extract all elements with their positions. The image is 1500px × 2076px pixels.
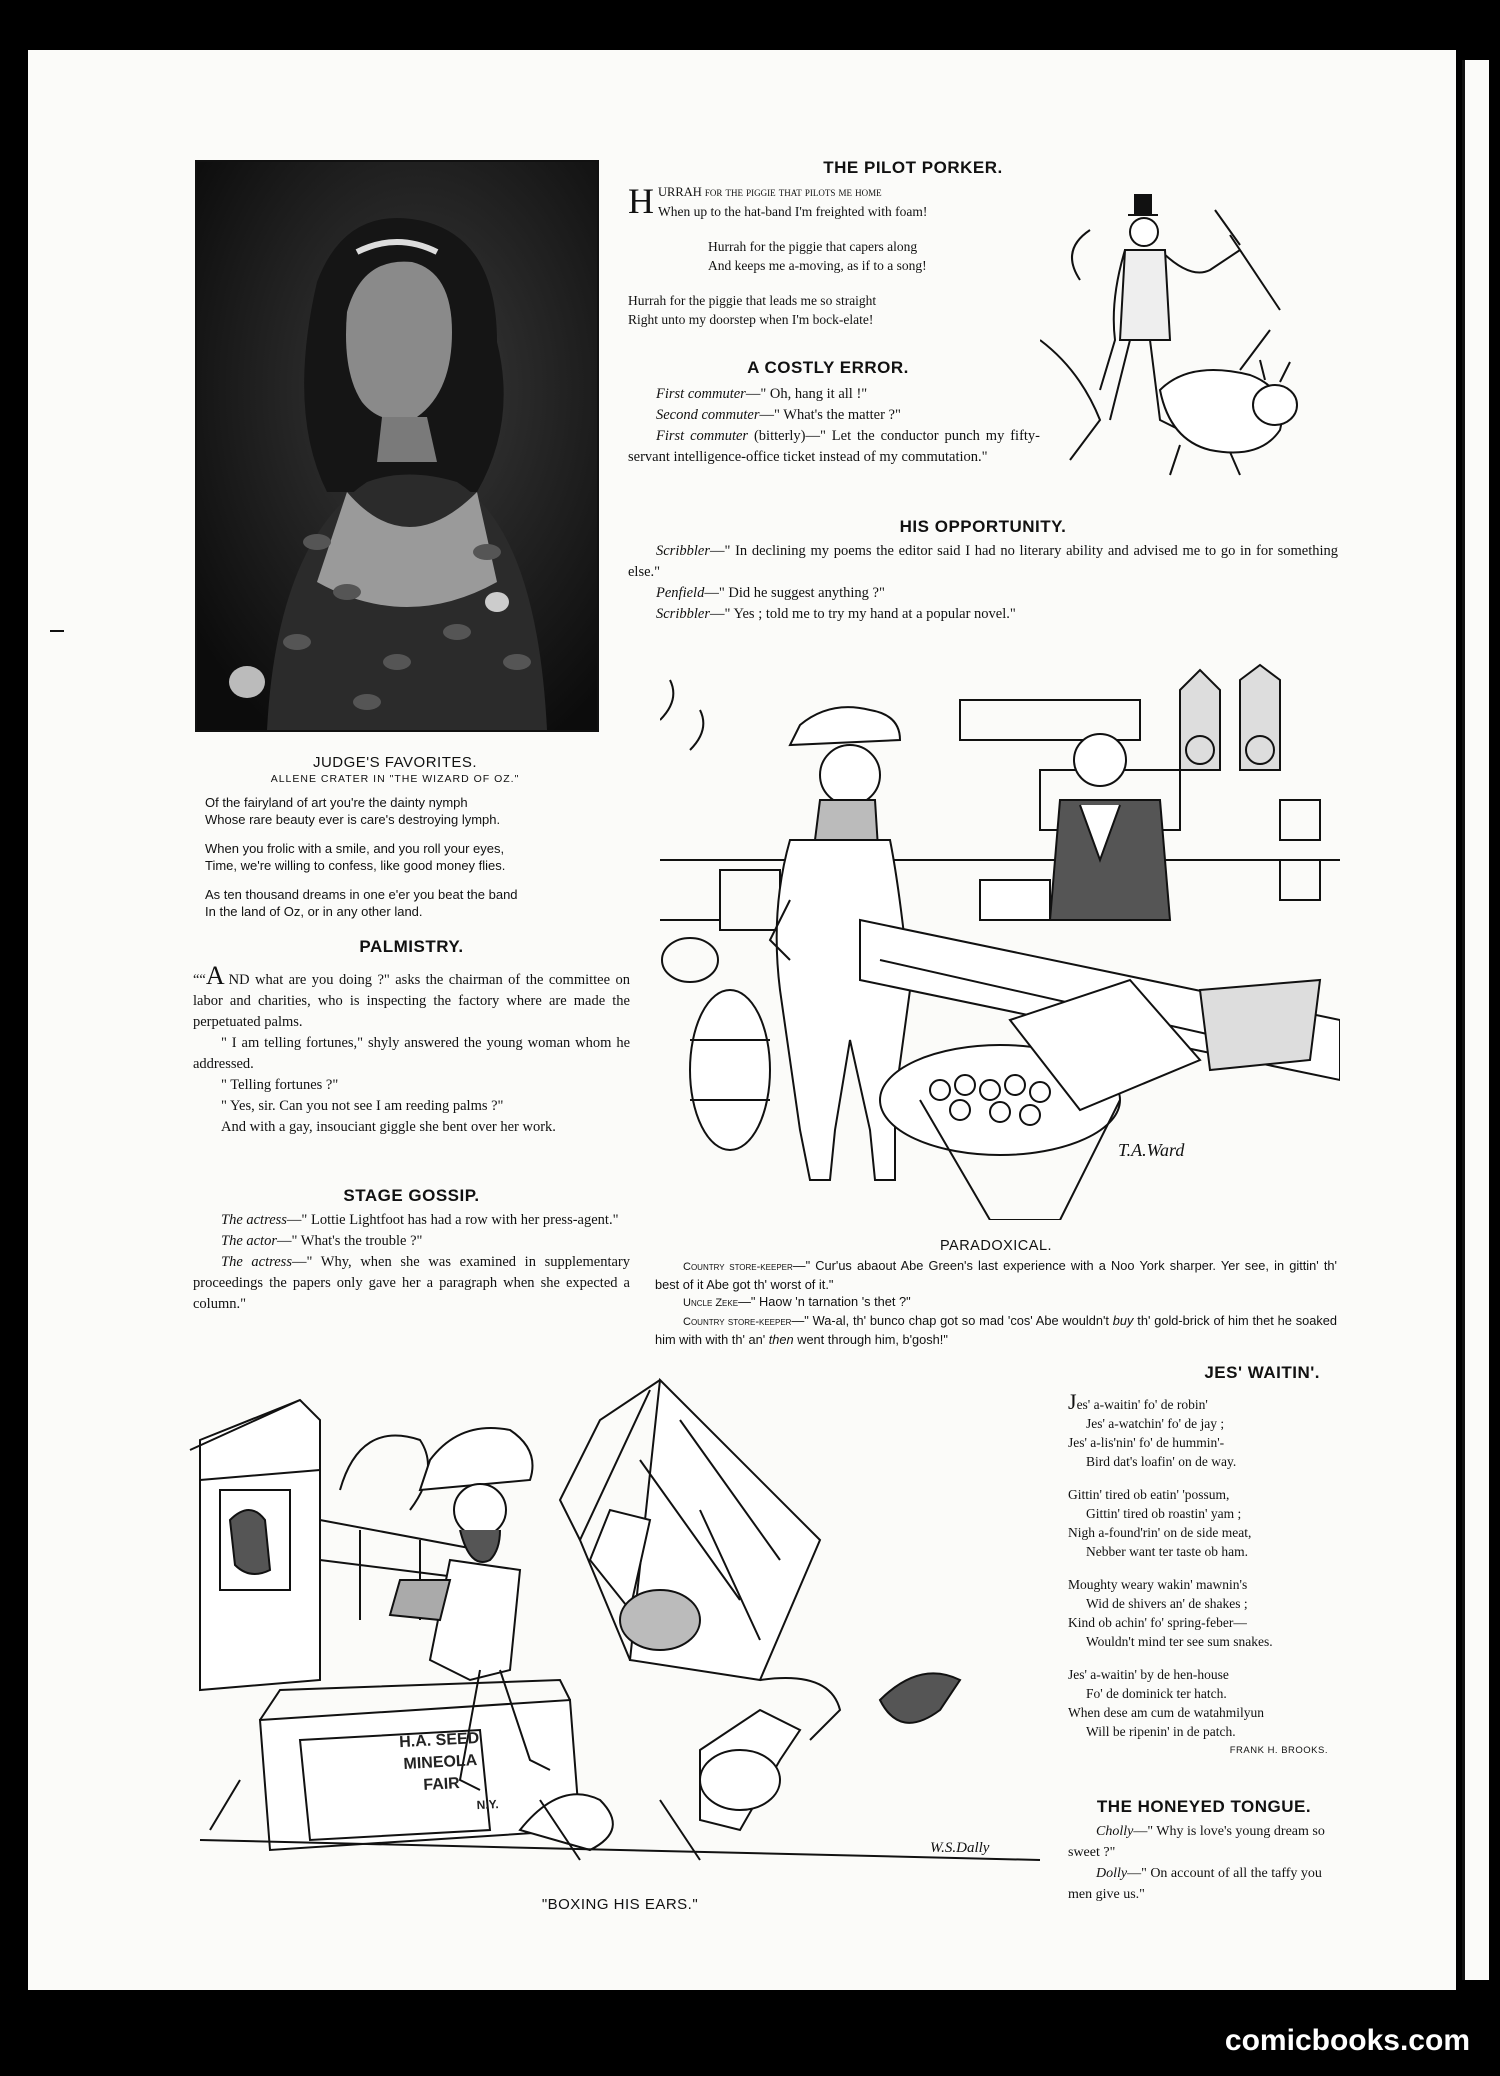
gossip-line: The actress—" Lottie Lightfoot has had a row with her press-agent."	[221, 1212, 619, 1228]
palmistry-paragraph: " Yes, sir. Can you not see I am reeding palms ?"	[221, 1098, 504, 1114]
opportunity-line: Penfield—" Did he suggest anything ?"	[656, 585, 885, 601]
poem-line: When you frolic with a smile, and you roll your eyes,	[205, 841, 505, 856]
costly-error-title: A COSTLY ERROR.	[747, 358, 909, 377]
poem-line: Kind ob achin' fo' spring-feber—	[1068, 1615, 1247, 1630]
boxing-caption: "BOXING HIS EARS."	[541, 1896, 699, 1913]
gossip-line: The actor—" What's the trouble ?"	[221, 1233, 423, 1249]
paradox-line: Country store-keeper—" Cur'us abaout Abe Green's last experience with a Noo York sharper. Yer see, in gittin' th' best of it Abe got th' worst of it."	[655, 1258, 1337, 1292]
poem-author: FRANK H. BROOKS.	[1229, 1745, 1328, 1756]
palmistry-paragraph: ND what are you doing ?" asks the chairman of the committee on labor and charities, who is inspecting the factory where are made the perpetuated palms.	[193, 972, 630, 1030]
crate-label-line: H.A. SEED	[398, 1729, 480, 1752]
poem-line: And keeps me a-moving, as if to a song!	[708, 258, 927, 273]
paradox-line: Uncle Zeke—" Haow 'n tarnation 's thet ?"	[683, 1294, 911, 1309]
palmistry-paragraph: " Telling fortunes ?"	[221, 1077, 339, 1093]
pilot-porker-title: THE PILOT PORKER.	[823, 158, 1003, 177]
honeyed-line: Dolly—" On account of all the taffy you men give us."	[1068, 1866, 1322, 1902]
judges-poem	[205, 794, 605, 920]
boxing-his-ears-cartoon	[180, 1360, 1060, 1870]
palmistry-paragraph: And with a gay, insouciant giggle she bent over her work.	[221, 1119, 556, 1135]
jes-waitin-title: JES' WAITIN'.	[1204, 1363, 1320, 1382]
portrait-illustration	[197, 162, 597, 730]
palmistry-text	[193, 961, 630, 1138]
crate-label-line: MINEOLA	[403, 1752, 478, 1773]
palmistry-paragraph: " I am telling fortunes," shyly answered the young woman whom he addressed.	[193, 1035, 630, 1072]
poem-line: Fo' de dominick ter hatch.	[1086, 1686, 1227, 1701]
stage-gossip-title: STAGE GOSSIP.	[343, 1186, 480, 1205]
portrait-caption-title: JUDGE'S FAVORITES.	[312, 754, 478, 771]
poem-line: Whose rare beauty ever is care's destroying lymph.	[205, 812, 501, 827]
poem-line: When dese am cum de watahmilyun	[1068, 1705, 1265, 1720]
jes-waitin-poem: Jes' a-waitin' fo' de robin' Jes' a-watchin' fo' de jay ; Jes' a-lis'nin' fo' de hummin'- Bird dat's loafin' on de way. Gittin' tired ob eatin' 'possum, Gittin' tired ob roastin' yam ; Nigh a-found'rin' on de side meat, Nebber want ter taste ob ham. Moughty weary wakin' mawnin's Wid de shivers an' de shakes ; Kind ob achin' fo' spring-feber— Wouldn't mind ter see sum snakes. Jes' a-waitin' by de hen-house Fo' de dominick ter hatch. When dese am cum de watahmilyun Will be ripenin' in de patch. FRANK H. BROOKS.	[1068, 1392, 1348, 1760]
poem-line: Nebber want ter taste ob ham.	[1086, 1544, 1248, 1559]
costly-line: First commuter—" Oh, hang it all !"	[656, 386, 868, 402]
site-watermark: comicbooks.com	[1224, 2024, 1470, 2057]
opportunity-title: HIS OPPORTUNITY.	[899, 517, 1067, 536]
poem-line: Gittin' tired ob eatin' 'possum,	[1068, 1487, 1230, 1502]
opportunity-line: Scribbler—" In declining my poems the editor said I had no literary ability and advised me to go in for something else."	[628, 543, 1338, 580]
drop-cap: J	[1068, 1389, 1077, 1414]
poem-line: In the land of Oz, or in any other land.	[205, 904, 423, 919]
honeyed-tongue-title: THE HONEYED TONGUE.	[1096, 1797, 1312, 1816]
poem-line: Jes' a-waitin' by de hen-house	[1068, 1667, 1229, 1682]
costly-line: First commuter (bitterly)—" Let the conductor punch my fifty-servant intelligence-office ticket instead of my commutation."	[628, 428, 1040, 465]
margin-mark	[50, 630, 64, 632]
costly-line: Second commuter—" What's the matter ?"	[656, 407, 901, 423]
palmistry-title: PALMISTRY.	[359, 937, 464, 956]
poem-line: Will be ripenin' in de patch.	[1086, 1724, 1236, 1739]
open-quote: ““	[193, 972, 206, 988]
poem-line: Jes' a-lis'nin' fo' de hummin'-	[1068, 1435, 1225, 1450]
poem-line: Hurrah for the piggie that leads me so straight	[628, 293, 877, 308]
poem-line: Wouldn't mind ter see sum snakes.	[1086, 1634, 1273, 1649]
poem-line: As ten thousand dreams in one e'er you beat the band	[205, 887, 518, 902]
poem-line: When up to the hat-band I'm freighted with foam!	[658, 204, 928, 219]
drop-cap: A	[205, 961, 225, 990]
pilot-porker-cartoon	[1040, 190, 1320, 480]
portrait-photo	[195, 160, 599, 732]
poem-line: Gittin' tired ob roastin' yam ;	[1086, 1506, 1242, 1521]
crate-label-line: FAIR	[422, 1775, 461, 1794]
crate-label-line: N.Y.	[476, 1797, 500, 1813]
poem-line: Moughty weary wakin' mawnin's	[1068, 1577, 1248, 1592]
portrait-caption-subtitle: ALLENE CRATER IN "THE WIZARD OF OZ."	[270, 773, 520, 785]
gossip-line: The actress—" Why, when she was examined in supplementary proceedings the papers only gave her a paragraph when she expected a column."	[193, 1254, 630, 1312]
pilot-porker-poem: HURRAH for the piggie that pilots me home When up to the hat-band I'm freighted with foam! Hurrah for the piggie that capers along And keeps me a-moving, as if to a song! Hurrah for the piggie that leads me so straight Right unto my doorstep when I'm bock-elate!	[628, 182, 1058, 329]
adjacent-page-edge	[1462, 60, 1489, 1980]
honeyed-line: Cholly—" Why is love's young dream so sweet ?"	[1068, 1824, 1325, 1860]
poem-line: Time, we're willing to confess, like good money flies.	[205, 858, 506, 873]
poem-line: Nigh a-found'rin' on de side meat,	[1068, 1525, 1252, 1540]
poem-line: Bird dat's loafin' on de way.	[1086, 1454, 1237, 1469]
poem-line: Of the fairyland of art you're the dainty nymph	[205, 795, 468, 810]
poem-line: Right unto my doorstep when I'm bock-elate!	[628, 312, 874, 327]
poem-line: Jes' a-watchin' fo' de jay ;	[1086, 1416, 1225, 1431]
drop-cap: H	[628, 181, 654, 221]
store-cartoon-signature: T.A.Ward	[1118, 1140, 1185, 1160]
paradox-line: Country store-keeper—" Wa-al, th' bunco chap got so mad 'cos' Abe wouldn't buy th' gold-brick of him thet he soaked him with with th' an' then went through him, b'gosh!"	[655, 1313, 1337, 1347]
paradoxical-title: PARADOXICAL.	[939, 1238, 1053, 1254]
opportunity-line: Scribbler—" Yes ; told me to try my hand at a popular novel."	[656, 606, 1016, 622]
poem-line: Hurrah for the piggie that capers along	[708, 239, 918, 254]
country-store-cartoon	[660, 660, 1340, 1220]
boxing-cartoon-signature: W.S.Dally	[930, 1840, 990, 1856]
poem-line: Wid de shivers an' de shakes ;	[1086, 1596, 1248, 1611]
